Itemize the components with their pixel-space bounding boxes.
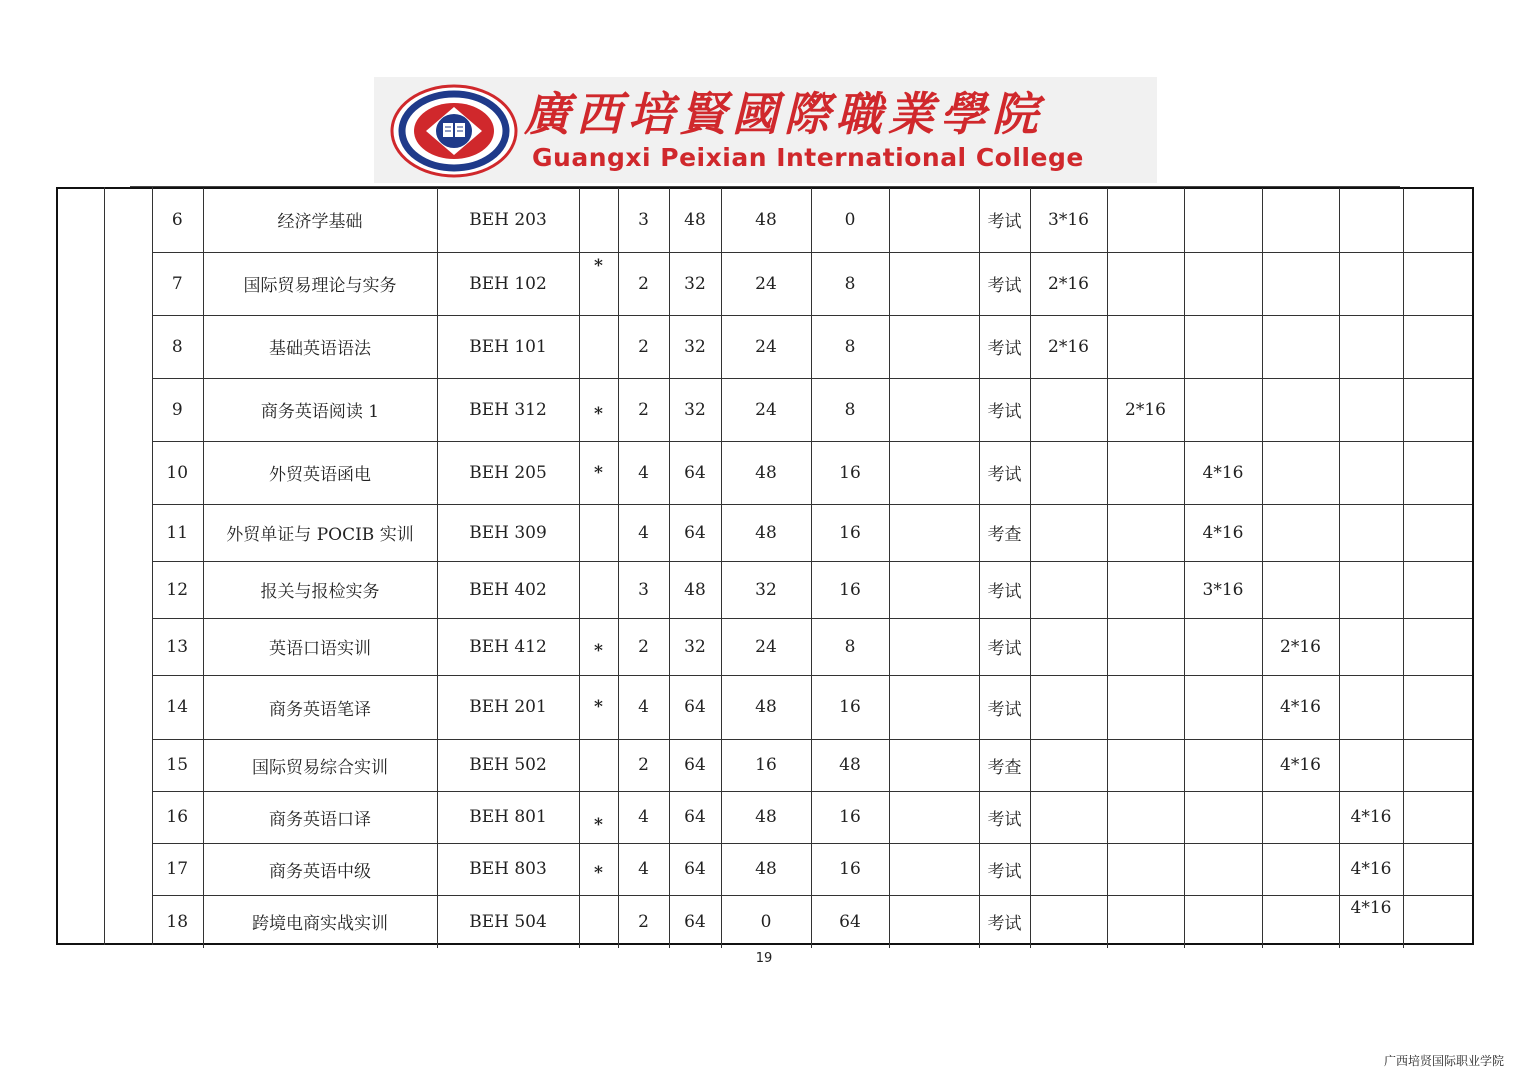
core-course-mark [579, 561, 618, 618]
course-number: 15 [152, 739, 203, 791]
course-name: 国际贸易综合实训 [203, 739, 437, 791]
blank-cell [1403, 843, 1472, 895]
semester-2-hours [1107, 739, 1184, 791]
total-hours: 48 [669, 561, 721, 618]
semester-1-hours [1030, 895, 1107, 948]
semester-3-hours [1184, 843, 1262, 895]
semester-2-hours: 2*16 [1107, 378, 1184, 441]
semester-4-hours [1262, 188, 1339, 252]
semester-5-hours: 4*16 [1339, 843, 1403, 895]
course-number: 9 [152, 378, 203, 441]
semester-4-hours [1262, 252, 1339, 315]
assessment-type: 考试 [979, 618, 1030, 675]
credits: 2 [618, 378, 669, 441]
course-number: 6 [152, 188, 203, 252]
blank-cell [1403, 252, 1472, 315]
core-course-mark: * [594, 863, 603, 883]
course-number: 7 [152, 252, 203, 315]
semester-3-hours [1184, 315, 1262, 378]
assessment-type: 考试 [979, 441, 1030, 504]
theory-hours: 48 [721, 791, 811, 843]
semester-1-hours [1030, 843, 1107, 895]
semester-1-hours [1030, 441, 1107, 504]
core-course-mark [579, 895, 618, 948]
course-name: 商务英语中级 [203, 843, 437, 895]
semester-5-hours [1339, 504, 1403, 561]
course-name: 商务英语口译 [203, 791, 437, 843]
assessment-type: 考试 [979, 561, 1030, 618]
credits: 2 [618, 315, 669, 378]
semester-5-hours [1339, 441, 1403, 504]
theory-hours: 16 [721, 739, 811, 791]
table-row [152, 895, 1472, 948]
assessment-type: 考查 [979, 739, 1030, 791]
semester-5-hours [1339, 561, 1403, 618]
course-number: 8 [152, 315, 203, 378]
course-code: BEH 801 [437, 791, 579, 843]
blank-cell [1403, 378, 1472, 441]
semester-2-hours [1107, 441, 1184, 504]
semester-4-hours [1262, 791, 1339, 843]
core-course-mark: * [594, 640, 603, 661]
semester-5-hours: 4*16 [1339, 791, 1403, 843]
semester-5-hours [1339, 315, 1403, 378]
practice-hours: 8 [811, 252, 889, 315]
credits: 3 [618, 188, 669, 252]
course-code: BEH 101 [437, 315, 579, 378]
assessment-type: 考查 [979, 504, 1030, 561]
assessment-type: 考试 [979, 252, 1030, 315]
total-hours: 64 [669, 843, 721, 895]
blank-cell [889, 441, 979, 504]
assessment-type: 考试 [979, 675, 1030, 739]
course-number: 10 [152, 441, 203, 504]
semester-4-hours [1262, 561, 1339, 618]
core-course-mark [579, 188, 618, 252]
theory-hours: 48 [721, 441, 811, 504]
semester-3-hours: 4*16 [1184, 504, 1262, 561]
practice-hours: 16 [811, 441, 889, 504]
credits: 4 [618, 843, 669, 895]
course-code: BEH 203 [437, 188, 579, 252]
course-code: BEH 402 [437, 561, 579, 618]
semester-1-hours: 3*16 [1030, 188, 1107, 252]
theory-hours: 24 [721, 252, 811, 315]
theory-hours: 24 [721, 378, 811, 441]
course-number: 17 [152, 843, 203, 895]
semester-3-hours [1184, 252, 1262, 315]
semester-1-hours [1030, 791, 1107, 843]
semester-2-hours [1107, 504, 1184, 561]
total-hours: 64 [669, 895, 721, 948]
table-row [152, 618, 1472, 675]
semester-3-hours: 3*16 [1184, 561, 1262, 618]
semester-1-hours [1030, 618, 1107, 675]
theory-hours: 32 [721, 561, 811, 618]
semester-4-hours: 2*16 [1262, 618, 1339, 675]
practice-hours: 16 [811, 791, 889, 843]
total-hours: 32 [669, 252, 721, 315]
theory-hours: 48 [721, 843, 811, 895]
semester-5-hours: 4*16 [1350, 897, 1392, 918]
semester-4-hours: 4*16 [1262, 739, 1339, 791]
semester-3-hours [1184, 791, 1262, 843]
core-course-mark: * [594, 815, 603, 835]
blank-cell [889, 378, 979, 441]
semester-2-hours [1107, 315, 1184, 378]
semester-3-hours [1184, 739, 1262, 791]
core-course-mark-cell [579, 843, 618, 895]
credits: 2 [618, 618, 669, 675]
core-course-mark-cell [579, 618, 618, 675]
semester-3-hours [1184, 675, 1262, 739]
practice-hours: 16 [811, 504, 889, 561]
semester-5-hours [1339, 739, 1403, 791]
footer-college-name: 广西培贤国际职业学院 [1383, 1054, 1504, 1068]
theory-hours: 48 [721, 675, 811, 739]
semester-2-hours [1107, 252, 1184, 315]
semester-5-hours [1339, 675, 1403, 739]
semester-2-hours [1107, 188, 1184, 252]
course-schedule-table [152, 188, 1472, 948]
practice-hours: 0 [811, 188, 889, 252]
credits: 4 [618, 791, 669, 843]
blank-cell [889, 561, 979, 618]
practice-hours: 16 [811, 843, 889, 895]
blank-cell [889, 739, 979, 791]
semester-2-hours [1107, 895, 1184, 948]
assessment-type: 考试 [979, 843, 1030, 895]
total-hours: 32 [669, 315, 721, 378]
semester-4-hours: 4*16 [1262, 675, 1339, 739]
semester-2-hours [1107, 618, 1184, 675]
blank-cell [1403, 675, 1472, 739]
semester-1-hours [1030, 378, 1107, 441]
blank-cell [1403, 561, 1472, 618]
blank-cell [1403, 791, 1472, 843]
core-course-mark: * [579, 441, 618, 504]
theory-hours: 24 [721, 315, 811, 378]
theory-hours: 48 [721, 504, 811, 561]
practice-hours: 8 [811, 378, 889, 441]
assessment-type: 考试 [979, 188, 1030, 252]
course-name: 报关与报检实务 [203, 561, 437, 618]
total-hours: 64 [669, 441, 721, 504]
credits: 3 [618, 561, 669, 618]
course-code: BEH 504 [437, 895, 579, 948]
total-hours: 64 [669, 739, 721, 791]
table-row [152, 843, 1472, 895]
blank-cell [889, 315, 979, 378]
semester-2-hours [1107, 843, 1184, 895]
theory-hours: 48 [721, 188, 811, 252]
category-column-divider [104, 187, 105, 945]
blank-cell [1403, 504, 1472, 561]
blank-cell [889, 791, 979, 843]
semester-4-hours [1262, 378, 1339, 441]
theory-hours: 24 [721, 618, 811, 675]
core-course-mark-cell [579, 378, 618, 441]
course-name: 经济学基础 [203, 188, 437, 252]
semester-5-hours [1339, 188, 1403, 252]
total-hours: 48 [669, 188, 721, 252]
semester-2-hours [1107, 791, 1184, 843]
semester-2-hours [1107, 675, 1184, 739]
semester-5-hours-cell [1339, 895, 1403, 948]
core-course-mark [579, 504, 618, 561]
blank-cell [1403, 315, 1472, 378]
semester-2-hours [1107, 561, 1184, 618]
core-course-mark: * [594, 255, 603, 276]
course-code: BEH 201 [437, 675, 579, 739]
core-course-mark-cell [579, 252, 618, 315]
assessment-type: 考试 [979, 378, 1030, 441]
credits: 2 [618, 895, 669, 948]
credits: 4 [618, 441, 669, 504]
table-row [152, 315, 1472, 378]
practice-hours: 64 [811, 895, 889, 948]
college-name-en: Guangxi Peixian International College [532, 143, 1084, 172]
course-code: BEH 309 [437, 504, 579, 561]
course-number: 16 [152, 791, 203, 843]
table-row [152, 504, 1472, 561]
core-course-mark [579, 315, 618, 378]
assessment-type: 考试 [979, 895, 1030, 948]
college-seal-icon [388, 83, 520, 179]
course-number: 13 [152, 618, 203, 675]
table-row [152, 739, 1472, 791]
core-course-mark [579, 739, 618, 791]
course-code: BEH 803 [437, 843, 579, 895]
assessment-type: 考试 [979, 315, 1030, 378]
total-hours: 64 [669, 504, 721, 561]
blank-cell [889, 895, 979, 948]
semester-5-hours [1339, 378, 1403, 441]
semester-3-hours [1184, 188, 1262, 252]
practice-hours: 16 [811, 561, 889, 618]
course-number: 12 [152, 561, 203, 618]
semester-3-hours [1184, 618, 1262, 675]
core-course-mark: * [579, 675, 618, 739]
table-row [152, 561, 1472, 618]
core-course-mark-cell [579, 791, 618, 843]
course-number: 14 [152, 675, 203, 739]
semester-1-hours [1030, 739, 1107, 791]
practice-hours: 8 [811, 315, 889, 378]
course-name: 外贸单证与 POCIB 实训 [203, 504, 437, 561]
semester-1-hours: 2*16 [1030, 252, 1107, 315]
semester-3-hours: 4*16 [1184, 441, 1262, 504]
page-number: 19 [755, 951, 773, 966]
theory-hours: 0 [721, 895, 811, 948]
semester-1-hours [1030, 504, 1107, 561]
course-number: 11 [152, 504, 203, 561]
credits: 4 [618, 675, 669, 739]
semester-5-hours [1339, 252, 1403, 315]
blank-cell [1403, 618, 1472, 675]
semester-3-hours [1184, 378, 1262, 441]
table-row [152, 441, 1472, 504]
blank-cell [889, 188, 979, 252]
course-name: 商务英语阅读 1 [203, 378, 437, 441]
practice-hours: 8 [811, 618, 889, 675]
practice-hours: 16 [811, 675, 889, 739]
blank-cell [889, 252, 979, 315]
course-name: 商务英语笔译 [203, 675, 437, 739]
semester-4-hours [1262, 843, 1339, 895]
table-row [152, 675, 1472, 739]
credits: 2 [618, 739, 669, 791]
semester-5-hours [1339, 618, 1403, 675]
semester-4-hours [1262, 895, 1339, 948]
semester-4-hours [1262, 504, 1339, 561]
course-code: BEH 312 [437, 378, 579, 441]
course-name: 跨境电商实战实训 [203, 895, 437, 948]
blank-cell [889, 675, 979, 739]
table-row [152, 378, 1472, 441]
total-hours: 32 [669, 378, 721, 441]
core-course-mark: * [594, 403, 603, 424]
credits: 4 [618, 504, 669, 561]
semester-3-hours [1184, 895, 1262, 948]
course-code: BEH 205 [437, 441, 579, 504]
credits: 2 [618, 252, 669, 315]
total-hours: 32 [669, 618, 721, 675]
table-row [152, 252, 1472, 315]
semester-4-hours [1262, 441, 1339, 504]
blank-cell [889, 843, 979, 895]
semester-1-hours [1030, 675, 1107, 739]
blank-cell [1403, 895, 1472, 948]
blank-cell [1403, 739, 1472, 791]
college-name-cn: 廣西培賢國際職業學院 [524, 87, 1044, 141]
course-name: 基础英语语法 [203, 315, 437, 378]
college-banner [374, 77, 1157, 183]
total-hours: 64 [669, 791, 721, 843]
semester-1-hours: 2*16 [1030, 315, 1107, 378]
assessment-type: 考试 [979, 791, 1030, 843]
table-row [152, 791, 1472, 843]
practice-hours: 48 [811, 739, 889, 791]
blank-cell [1403, 188, 1472, 252]
course-code: BEH 412 [437, 618, 579, 675]
blank-cell [889, 618, 979, 675]
semester-4-hours [1262, 315, 1339, 378]
course-code: BEH 102 [437, 252, 579, 315]
course-name: 英语口语实训 [203, 618, 437, 675]
course-name: 外贸英语函电 [203, 441, 437, 504]
blank-cell [889, 504, 979, 561]
course-code: BEH 502 [437, 739, 579, 791]
semester-1-hours [1030, 561, 1107, 618]
table-row [152, 188, 1472, 252]
total-hours: 64 [669, 675, 721, 739]
blank-cell [1403, 441, 1472, 504]
course-name: 国际贸易理论与实务 [203, 252, 437, 315]
course-number: 18 [152, 895, 203, 948]
